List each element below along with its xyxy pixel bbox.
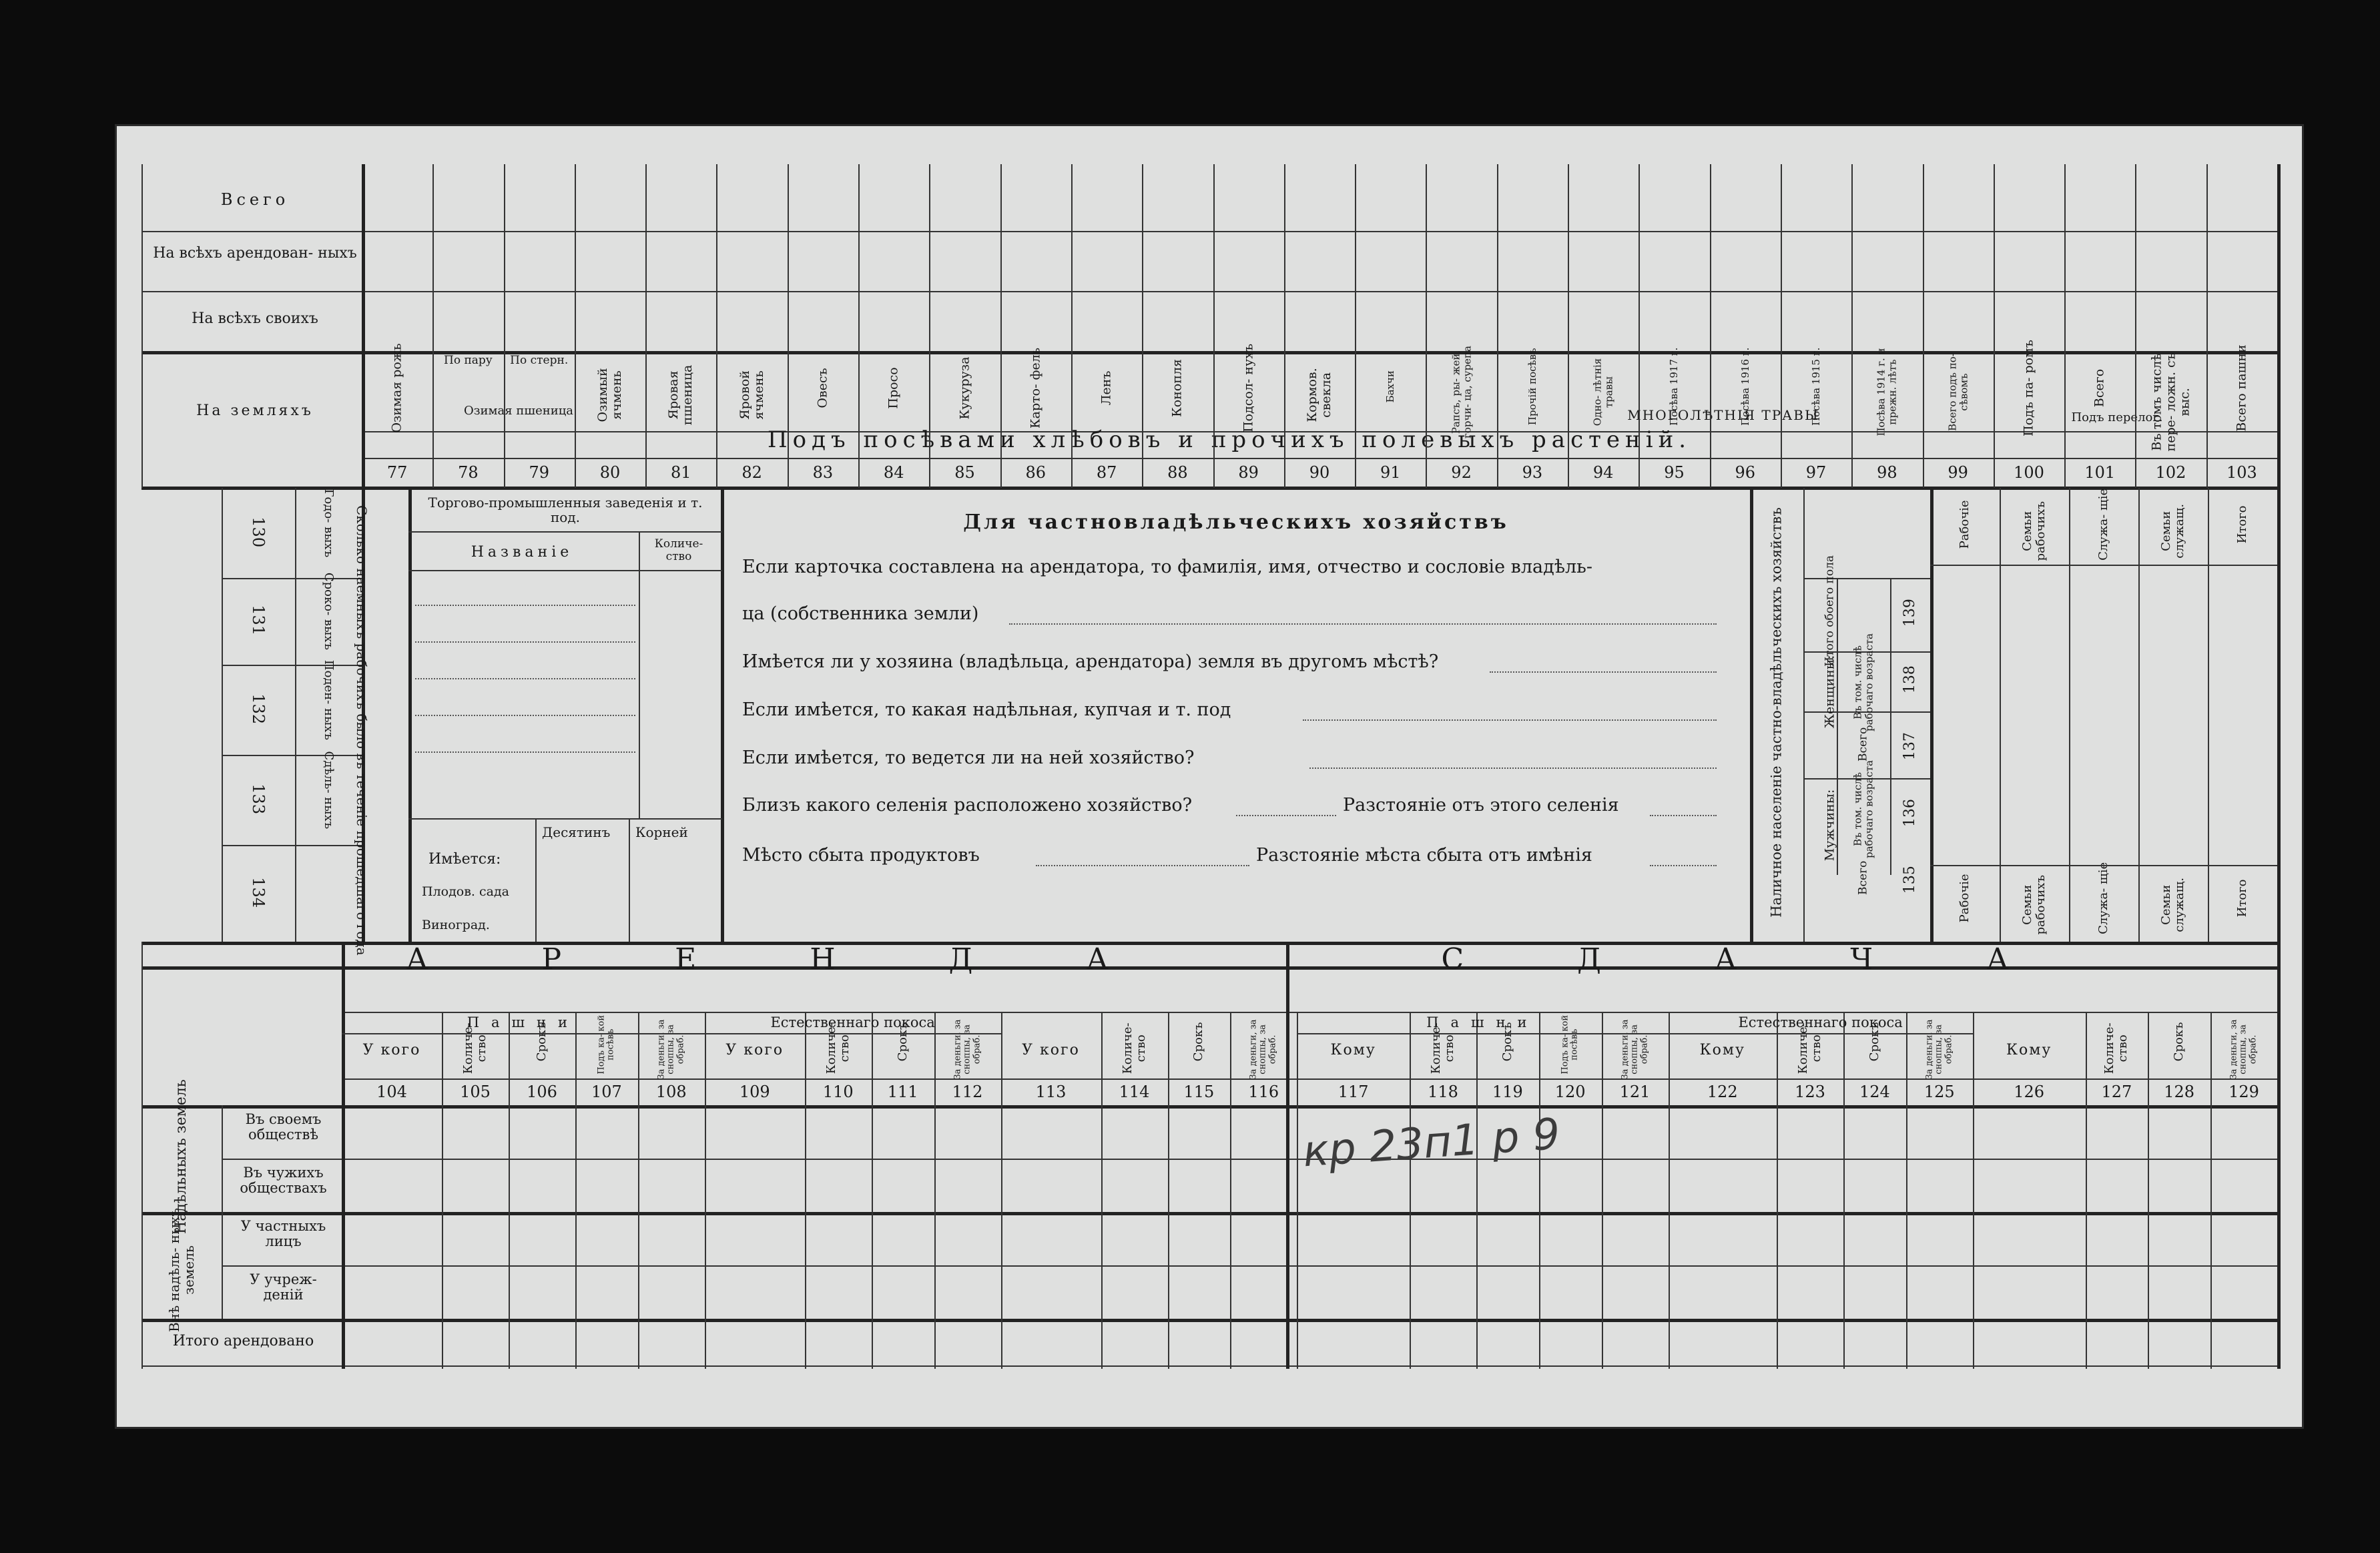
crop-col-number: 102 (2155, 463, 2186, 482)
vsego-women: Всего (1856, 727, 1870, 761)
rule (408, 570, 722, 571)
crop-header: Посѣва 1915 г. (1809, 347, 1822, 426)
lease-col-number: 114 (1119, 1082, 1150, 1101)
crop-header: Конопля (1169, 358, 1185, 417)
rule (1568, 164, 1569, 488)
rule (1236, 815, 1336, 816)
lease-col-header: Срокъ (1191, 1022, 1206, 1062)
hired-row-number: 131 (249, 605, 268, 636)
rule (141, 231, 2277, 232)
rule (929, 164, 930, 488)
rule (362, 458, 2277, 459)
crop-header: Всего (2092, 368, 2107, 408)
rule (1602, 1012, 1603, 1369)
rule (1906, 1012, 1907, 1369)
rule (1803, 488, 1805, 942)
staff-col-header-bottom: Семьи рабочихъ (2020, 875, 2048, 935)
rule (1213, 164, 1215, 488)
crop-col-number: 98 (1877, 463, 1897, 482)
lease-col-number: 128 (2164, 1082, 2195, 1101)
row-institutions: У учреж- деній (250, 1271, 317, 1303)
hired-row-label: Сдѣль- ныхъ (321, 751, 336, 829)
rule (1539, 1012, 1540, 1369)
crop-col-number: 77 (386, 463, 408, 482)
hired-row-number: 132 (249, 693, 268, 724)
rule (1309, 767, 1717, 769)
lease-col-number: 122 (1707, 1082, 1738, 1101)
rule (1923, 164, 1924, 488)
rule (222, 845, 362, 846)
rule (1286, 942, 1289, 1369)
pop-col-138: 138 (1901, 665, 1918, 694)
lease-col-header: Количе- ство (1429, 1022, 1456, 1074)
rule (1355, 164, 1356, 488)
men-working-age: Въ том. числѣ рабочаго возраста (1851, 760, 1875, 858)
crop-header: Рапсъ, ры- жей, горчи- ца, сурепа (1450, 346, 1473, 439)
lease-col-number: 124 (1859, 1082, 1890, 1101)
lease-col-header: Срокъ (1500, 1022, 1514, 1062)
rule (342, 1012, 2277, 1013)
korney-header: Корней (635, 824, 688, 840)
lease-col-number: 125 (1923, 1082, 1955, 1101)
lease-col-number: 107 (591, 1082, 622, 1101)
rule (1930, 565, 2277, 566)
rule (342, 942, 345, 1369)
rule (1994, 164, 1995, 488)
crop-col-number: 79 (529, 463, 549, 482)
crop-header: Кормов. свекла (1305, 368, 1333, 422)
row-label-na-zemlyakh: На земляхъ (196, 402, 314, 419)
staff-col-header-bottom: Служа- щіе (2096, 862, 2111, 934)
rule (415, 751, 635, 753)
crop-header: Кукуруза (957, 356, 972, 420)
rule (705, 1033, 1001, 1034)
crop-header: Озимая рожь (389, 343, 404, 433)
rule (222, 1159, 2277, 1160)
lease-col-header: Кому (1699, 1042, 1745, 1058)
rule (415, 641, 635, 643)
lease-col-number: 110 (822, 1082, 854, 1101)
lease-col-number: 117 (1337, 1082, 1369, 1101)
lease-col-header: Количе- ство (824, 1022, 852, 1074)
rule (415, 605, 635, 606)
desyatin-header: Десятинъ (542, 824, 611, 840)
rule (141, 291, 2277, 292)
crop-header: Посѣва 1916 г. (1739, 347, 1751, 426)
lease-col-number: 121 (1619, 1082, 1651, 1101)
lease-col-number: 119 (1492, 1082, 1523, 1101)
lease-col-header: У кого (725, 1042, 784, 1058)
rule (1669, 1033, 1973, 1034)
lease-col-number: 129 (2228, 1082, 2259, 1101)
lease-col-header: За деньги, за сноппы, за обраб. (656, 1019, 685, 1080)
staff-col-header-top: Семьи служащ. (2159, 503, 2186, 559)
rule (1303, 719, 1717, 721)
staff-col-header-top: Служа- щіе (2096, 488, 2111, 561)
lease-col-number: 112 (952, 1082, 983, 1101)
crop-col-number: 80 (599, 463, 621, 482)
rule (141, 1212, 2277, 1215)
pop-col-139: 139 (1901, 599, 1918, 627)
rule (1650, 815, 1717, 816)
lease-col-header: За деньги, за сноппы, за обраб. (1248, 1019, 1278, 1080)
trade-qty-header: Количе- ство (654, 537, 703, 563)
rule (721, 488, 724, 942)
rule (2138, 488, 2140, 942)
q-farming: Если имѣется, то ведется ли на ней хозяйство? (742, 747, 1195, 768)
vsego-men: Всего (1856, 860, 1870, 895)
rule (788, 164, 789, 488)
rule (1650, 865, 1717, 866)
rule (362, 164, 365, 488)
lease-col-header: У кого (1022, 1042, 1080, 1058)
rule (342, 1033, 705, 1034)
rule (1843, 1012, 1845, 1369)
lease-col-number: 115 (1183, 1082, 1215, 1101)
q-owner-line-2: ца (собственника земли) (742, 603, 979, 624)
rule (2000, 488, 2001, 942)
row-other-societies: Въ чужихъ обществахъ (240, 1165, 327, 1197)
rule (645, 164, 647, 488)
q-market: Мѣсто сбыта продуктовъ (742, 845, 980, 866)
sown-crops-band-title: Подъ посѣвами хлѣбовъ и прочихъ полевыхъ растеній. (767, 426, 1692, 453)
rule (1009, 623, 1717, 625)
hired-row-label: Поден- ныхъ (321, 659, 336, 740)
hired-row-label: Годо- выхъ (321, 489, 336, 557)
rule (934, 1012, 936, 1369)
lease-col-header: Количе- ство (1120, 1022, 1148, 1074)
rule (1230, 1012, 1231, 1369)
rule (222, 1105, 223, 1319)
rule (1490, 671, 1717, 673)
staff-col-header-top: Итого (2235, 505, 2250, 544)
staff-col-header-bottom: Семьи служащ. (2159, 877, 2186, 932)
rule (509, 1012, 510, 1369)
rule (141, 164, 143, 488)
hired-row-number: 133 (249, 783, 268, 814)
lease-col-header: Срокъ (2172, 1022, 2186, 1062)
rule (342, 1078, 2277, 1080)
trade-name-header: Названіе (471, 544, 573, 561)
rule (1777, 1012, 1778, 1369)
rule (1101, 1012, 1103, 1369)
rule (504, 164, 505, 488)
imeetsya-label: Имѣется: (428, 851, 501, 868)
rule (1930, 488, 1933, 942)
sdacha-heading: СДАЧА (1441, 942, 2122, 976)
crop-header: Яровой ячмень (737, 370, 766, 420)
crop-col-number: 87 (1096, 463, 1117, 482)
lease-col-header: Количе- ство (2102, 1022, 2130, 1074)
lease-col-header: За деньги, за сноппы, за обраб. (952, 1019, 982, 1080)
crop-col-number: 95 (1664, 463, 1685, 482)
hired-row-label: Сроко- выхъ (321, 572, 336, 650)
rule (1781, 164, 1782, 488)
lease-col-number: 116 (1248, 1082, 1279, 1101)
pod-perelog-label: Подъ перелог. (2071, 410, 2163, 424)
lease-col-header: Количе- ство (461, 1022, 489, 1074)
population-title: Наличное населеніе частно-владѣльческихъ хозяйствъ (1768, 507, 1785, 918)
rule (1639, 164, 1640, 488)
rule (629, 818, 630, 942)
crop-col-number: 99 (1948, 463, 1968, 482)
lease-col-number: 113 (1035, 1082, 1067, 1101)
staff-col-header-bottom: Рабочіе (1958, 874, 1972, 923)
lease-col-number: 123 (1795, 1082, 1825, 1101)
pop-col-135: 135 (1901, 866, 1918, 894)
crop-header: Всего подъ по- сѣвомъ (1946, 353, 1970, 431)
rule (535, 818, 537, 942)
lease-col-number: 118 (1428, 1082, 1458, 1101)
crop-col-number: 88 (1167, 463, 1188, 482)
arenda-heading: АРЕНДА (406, 942, 1222, 976)
rule (1297, 1012, 1298, 1369)
rule (1000, 164, 1002, 488)
crop-header: Подъ па- ромъ (2021, 340, 2036, 436)
lease-group-header: Пашни (1426, 1014, 1539, 1030)
hired-row-number: 130 (249, 516, 268, 547)
rule (2277, 164, 2281, 1369)
rule (716, 164, 717, 488)
lease-col-header: За деньги, за сноппы, за обраб. (1620, 1019, 1649, 1080)
lease-col-header: Подъ ка- кой посѣвъ (596, 1015, 616, 1074)
lease-col-header: Кому (2006, 1042, 2052, 1058)
lease-col-number: 104 (376, 1082, 407, 1101)
crop-col-number: 83 (812, 463, 834, 482)
lease-col-number: 126 (2014, 1082, 2045, 1101)
rule (1036, 865, 1249, 866)
sad-label: Плодов. сада (422, 884, 509, 899)
crop-header: Посѣва 1914 г. и прежн. лѣтъ (1875, 348, 1899, 436)
vinograd-label: Виноград. (422, 918, 490, 932)
zhenshchiny-label: Женщины: (1822, 655, 1837, 729)
q-distance-village: Разстояніе отъ этого селенія (1343, 795, 1619, 816)
non-nadel-land-label: Внѣ надѣль- ныхъ земель (166, 1207, 197, 1333)
lease-col-header: Подъ ка- кой посѣвъ (1560, 1015, 1580, 1074)
row-total-leased: Итого арендовано (172, 1333, 314, 1349)
crop-col-number: 89 (1238, 463, 1259, 482)
rule (2064, 164, 2066, 488)
hired-row-number: 134 (249, 876, 268, 908)
crop-header: По пару (444, 354, 493, 367)
rule (1710, 164, 1711, 488)
lease-col-header: Срокъ (895, 1022, 910, 1062)
rule (2148, 1012, 2149, 1369)
rule (141, 487, 2277, 490)
rule (1001, 1012, 1002, 1369)
crop-header: Карто- фель (1028, 347, 1043, 429)
rule (705, 1012, 706, 1369)
crop-col-number: 82 (741, 463, 762, 482)
q-distance-market: Разстояніе мѣста сбыта отъ имѣнія (1256, 845, 1592, 866)
rule (1476, 1012, 1478, 1369)
lease-group-header: Естественнаго покоса (1738, 1014, 1903, 1030)
rule (1890, 578, 1891, 875)
crop-col-number: 78 (458, 463, 479, 482)
rule (2206, 164, 2208, 488)
nadel-land-label: Надѣльныхъ земель (172, 1079, 190, 1234)
hired-workers-title: Сколько наемныхъ рабочихъ было въ теченіе прошедшаго года (354, 505, 370, 956)
lease-group-header: Пашни (467, 1014, 580, 1030)
ozimaya-pshenitsa-label: Озимая пшеница (463, 404, 574, 418)
rule (415, 678, 635, 679)
lease-col-number: 108 (655, 1082, 687, 1101)
crop-header: Бахчи (1384, 370, 1397, 403)
mnogoletnie-label: МНОГОЛѢТНІЯ ТРАВЫ (1627, 407, 1819, 423)
crop-col-number: 100 (2014, 463, 2044, 482)
rule (141, 942, 143, 1369)
lease-group-header: Естественнаго покоса (770, 1014, 935, 1030)
rule (222, 755, 362, 756)
lease-col-number: 127 (2101, 1082, 2132, 1101)
rule (1168, 1012, 1169, 1369)
row-own-society: Въ своемъ обществѣ (245, 1111, 322, 1143)
crop-col-number: 91 (1380, 463, 1401, 482)
crop-col-number: 96 (1735, 463, 1756, 482)
rule (415, 715, 635, 716)
rule (295, 488, 296, 942)
crop-header: Прочій посѣвъ (1526, 348, 1538, 426)
rule (1142, 164, 1143, 488)
rule (222, 665, 362, 666)
rule (1071, 164, 1073, 488)
rule (575, 1012, 577, 1369)
rule (2069, 488, 2070, 942)
crop-header: Яровая пшеница (666, 364, 695, 426)
row-label-vsego: Всего (220, 190, 290, 209)
lease-col-number: 111 (887, 1082, 918, 1101)
handwritten-note: кр 23п1 р 9 (1301, 1109, 1562, 1177)
crop-col-number: 85 (954, 463, 975, 482)
q-village: Близъ какого селенія расположено хозяйство? (742, 795, 1193, 816)
lease-col-header: Срокъ (535, 1022, 549, 1062)
rule (141, 1319, 2277, 1322)
crop-header: Ленъ (1099, 370, 1114, 406)
private-farms-title: Для частновладѣльческихъ хозяйствъ (963, 511, 1509, 534)
trade-title: Торгово-промышленныя заведенія и т. под. (428, 495, 703, 525)
rule (858, 164, 860, 488)
rule (1284, 164, 1285, 488)
rule (222, 488, 223, 942)
rule (432, 164, 434, 488)
q-other-land: Имѣется ли у хозяина (владѣльца, арендатора) земля въ другомъ мѣстѣ? (742, 651, 1439, 672)
lease-col-number: 106 (527, 1082, 557, 1101)
rule (2086, 1012, 2087, 1369)
pop-col-136: 136 (1901, 799, 1918, 828)
lease-col-header: У кого (362, 1042, 421, 1058)
rule (2135, 164, 2136, 488)
crop-col-number: 92 (1451, 463, 1472, 482)
rule (442, 1012, 443, 1369)
rule (2208, 488, 2209, 942)
rule (639, 531, 640, 818)
women-working-age: Въ том. числѣ рабочаго возраста (1851, 633, 1875, 731)
crop-col-number: 101 (2084, 463, 2116, 482)
rule (2210, 1012, 2212, 1369)
crop-col-number: 90 (1309, 463, 1330, 482)
crop-col-number: 93 (1522, 463, 1543, 482)
crop-header: Посѣва 1917 г. (1668, 347, 1681, 426)
rule (1973, 1012, 1974, 1369)
lease-col-number: 109 (739, 1082, 770, 1101)
rule (575, 164, 576, 488)
q-owner-line-1: Если карточка составлена на арендатора, то фамилія, имя, отчество и сословіе владѣль- (742, 557, 1592, 577)
rule (1497, 164, 1498, 488)
staff-col-header-bottom: Итого (2235, 879, 2250, 918)
crop-header: Въ томъ числѣ пере- ложн. съ выс. (2149, 352, 2192, 452)
crop-header: Овесъ (815, 368, 830, 408)
crop-col-number: 81 (671, 463, 691, 482)
lease-col-number: 120 (1554, 1082, 1586, 1101)
rule (141, 1105, 2277, 1109)
rule (1410, 1012, 1411, 1369)
rule (1426, 164, 1427, 488)
rule (1930, 865, 2277, 866)
rule (805, 1012, 806, 1369)
crop-col-number: 84 (883, 463, 904, 482)
rule (638, 1012, 639, 1369)
rule (1750, 488, 1753, 942)
crop-header: Озимый ячмень (595, 368, 625, 422)
itogo-obo-pola: Итого обоего пола (1823, 555, 1837, 667)
crop-header: Просо (886, 367, 901, 409)
lease-col-number: 105 (460, 1082, 491, 1101)
row-label-svoikh: На всѣхъ своихъ (192, 310, 318, 327)
census-form-card (115, 124, 2304, 1429)
row-label-arend: На всѣхъ арендован- ныхъ (153, 245, 357, 262)
rule (872, 1012, 873, 1369)
rule (1669, 1012, 1670, 1369)
crop-col-number: 103 (2226, 463, 2257, 482)
rule (1297, 1033, 1668, 1034)
staff-col-header-top: Семьи рабочихъ (2020, 501, 2048, 561)
crop-col-number: 94 (1592, 463, 1614, 482)
rule (222, 578, 362, 579)
lease-col-header: За деньги, за сноппы, за обраб. (2228, 1019, 2259, 1080)
crop-header: Подсол- нухъ (1241, 343, 1256, 432)
crop-col-number: 86 (1025, 463, 1047, 482)
crop-header: Всего пашни (2234, 344, 2249, 432)
rule (408, 531, 722, 533)
rule (141, 1365, 2277, 1367)
row-private-persons: У частныхъ лицъ (240, 1218, 326, 1250)
crop-col-number: 97 (1805, 463, 1827, 482)
lease-col-header: Срокъ (1867, 1022, 1881, 1062)
rule (1851, 164, 1853, 488)
lease-col-header: Количе- ство (1796, 1022, 1823, 1074)
rule (222, 1265, 2277, 1267)
muzhchiny-label: Мужчины: (1822, 789, 1837, 862)
rule (408, 818, 722, 820)
crop-header: Одно- лѣтнія травы (1591, 358, 1615, 426)
staff-col-header-top: Рабочіе (1958, 500, 1972, 549)
lease-col-header: Кому (1330, 1042, 1376, 1058)
crop-header: По стерн. (510, 354, 569, 367)
pop-col-137: 137 (1901, 732, 1918, 761)
q-land-type: Если имѣется, то какая надѣльная, купчая и т. под (742, 699, 1231, 720)
lease-col-header: За деньги, за сноппы, за обраб. (1924, 1019, 1954, 1080)
